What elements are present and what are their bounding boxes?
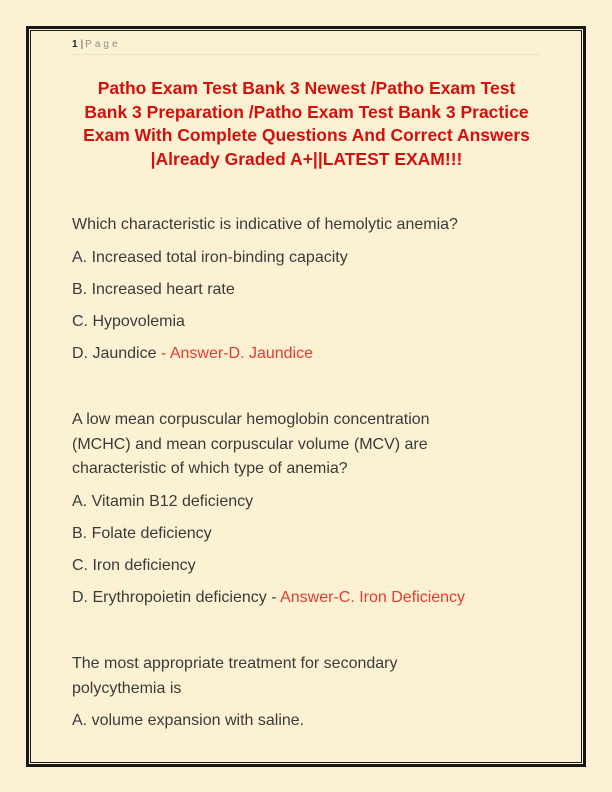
question-block: [72, 213, 541, 366]
answer-text: - Answer-D. Jaundice: [160, 344, 313, 362]
page-label: Page: [85, 39, 121, 50]
header-rule: [72, 54, 541, 55]
page-number: 1: [72, 39, 78, 50]
option-label: D. Jaundice: [72, 344, 161, 362]
question-text-line: The most appropriate treatment for secondary: [72, 655, 398, 672]
answer-option: [72, 490, 541, 515]
option-label: C. Hypovolemia: [72, 312, 185, 330]
option-label: B. Increased heart rate: [72, 280, 235, 298]
option-label: A. Increased total iron-binding capacity: [72, 248, 348, 266]
page-content-area: [30, 30, 582, 763]
question-text-line: A low mean corpuscular hemoglobin concentration: [72, 411, 430, 428]
document-title-line: |Already Graded A+||LATEST EXAM!!!: [150, 148, 463, 169]
page-number-separator: |: [80, 39, 84, 50]
option-label: D. Erythropoietin deficiency -: [72, 588, 281, 606]
answer-option: [72, 554, 541, 579]
document-title-line: Bank 3 Preparation /Patho Exam Test Bank 3 Practice: [84, 101, 529, 122]
question-text-line: Which characteristic is indicative of hemolytic anemia?: [72, 216, 458, 233]
question-block: [72, 652, 541, 734]
answer-option: [72, 246, 541, 271]
answer-option: [72, 709, 541, 734]
answer-option: [72, 310, 541, 335]
document-title-line: Patho Exam Test Bank 3 Newest /Patho Exam Test: [97, 78, 516, 98]
answer-option: [72, 586, 541, 611]
document-title-line: Exam With Complete Questions And Correct Answers: [83, 125, 530, 145]
answer-text: Answer-C. Iron Deficiency: [280, 588, 466, 606]
option-label: A. volume expansion with saline.: [72, 712, 305, 729]
answer-option: [72, 522, 541, 547]
question-text-line: polycythemia is: [72, 679, 182, 697]
answer-option: [72, 342, 541, 367]
document-title: [72, 77, 541, 171]
option-label: C. Iron deficiency: [72, 556, 196, 574]
question-text: [72, 652, 541, 701]
option-label: B. Folate deficiency: [72, 524, 212, 542]
question-text-line: characteristic of which type of anemia?: [72, 460, 348, 477]
option-label: A. Vitamin B12 deficiency: [72, 492, 254, 510]
page-header: [72, 37, 541, 50]
answer-option: [72, 278, 541, 303]
question-text-line: (MCHC) and mean corpuscular volume (MCV) are: [72, 435, 428, 453]
question-block: [72, 408, 541, 610]
question-text: [72, 408, 541, 482]
question-text: [72, 213, 541, 238]
page-border-frame: [26, 26, 586, 767]
